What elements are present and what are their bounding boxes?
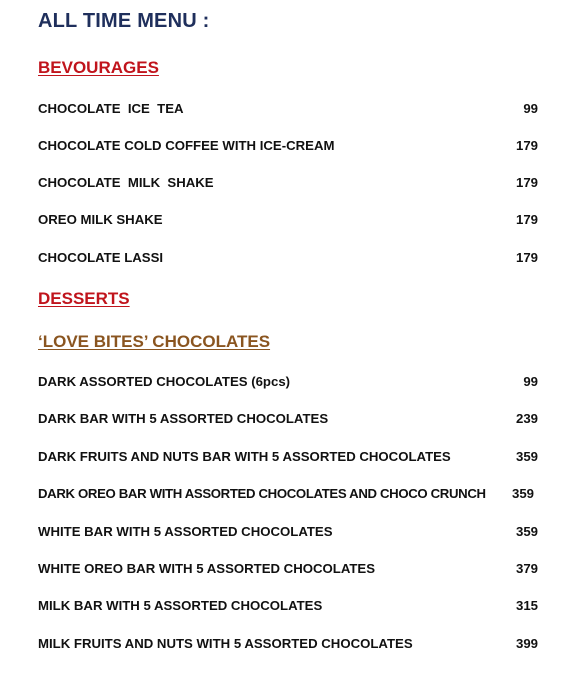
menu-item	[38, 374, 540, 394]
menu-item-name: CHOCOLATE MILK SHAKE	[38, 175, 214, 190]
menu-item-name: DARK BAR WITH 5 ASSORTED CHOCOLATES	[38, 411, 329, 426]
menu-item-price: 99	[523, 374, 538, 389]
menu-item-price: 359	[511, 486, 534, 501]
section-heading-love-bites: ‘LOVE BITES’ CHOCOLATES	[38, 332, 271, 351]
menu-item-price: 315	[515, 598, 538, 613]
menu-item-name: CHOCOLATE COLD COFFEE WITH ICE-CREAM	[38, 138, 335, 153]
section-heading-desserts: DESSERTS	[38, 289, 130, 308]
menu-item-name: WHITE OREO BAR WITH 5 ASSORTED CHOCOLATES	[38, 561, 376, 576]
menu-item	[38, 212, 540, 232]
menu-item-name: MILK BAR WITH 5 ASSORTED CHOCOLATES	[38, 598, 323, 613]
menu-item	[38, 524, 540, 544]
menu-item-price: 359	[515, 449, 538, 464]
menu-item	[38, 138, 540, 158]
menu-item	[38, 561, 540, 581]
menu-item-price: 239	[515, 411, 538, 426]
menu-item	[38, 598, 540, 618]
menu-item	[38, 636, 540, 656]
section-heading-beverages: BEVOURAGES	[38, 58, 159, 77]
menu-item-price: 179	[515, 138, 538, 153]
menu-item	[38, 101, 540, 121]
menu-item-price: 399	[515, 636, 538, 651]
menu-item	[38, 411, 540, 431]
menu-item-name: MILK FRUITS AND NUTS WITH 5 ASSORTED CHOCOLATES	[38, 636, 413, 651]
menu-item-price: 179	[515, 212, 538, 227]
menu-item-name: OREO MILK SHAKE	[38, 212, 163, 227]
menu-item-name: CHOCOLATE ICE TEA	[38, 101, 184, 116]
menu-item-price: 99	[523, 101, 538, 116]
menu-item-price: 179	[515, 250, 538, 265]
menu-item-price: 179	[515, 175, 538, 190]
menu-item	[38, 486, 540, 506]
menu-item-name: WHITE BAR WITH 5 ASSORTED CHOCOLATES	[38, 524, 333, 539]
menu-item-name: DARK OREO BAR WITH ASSORTED CHOCOLATES AND CHOCO CRUNCH	[38, 486, 486, 501]
menu-item-price: 379	[515, 561, 538, 576]
page-title: ALL TIME MENU :	[38, 10, 210, 32]
menu-item	[38, 175, 540, 195]
menu-item	[38, 449, 540, 469]
menu-item-name: DARK ASSORTED CHOCOLATES (6pcs)	[38, 374, 291, 389]
menu-item-name: CHOCOLATE LASSI	[38, 250, 164, 265]
menu-item-price: 359	[515, 524, 538, 539]
menu-item-name: DARK FRUITS AND NUTS BAR WITH 5 ASSORTED CHOCOLATES	[38, 449, 451, 464]
menu-item	[38, 250, 540, 270]
